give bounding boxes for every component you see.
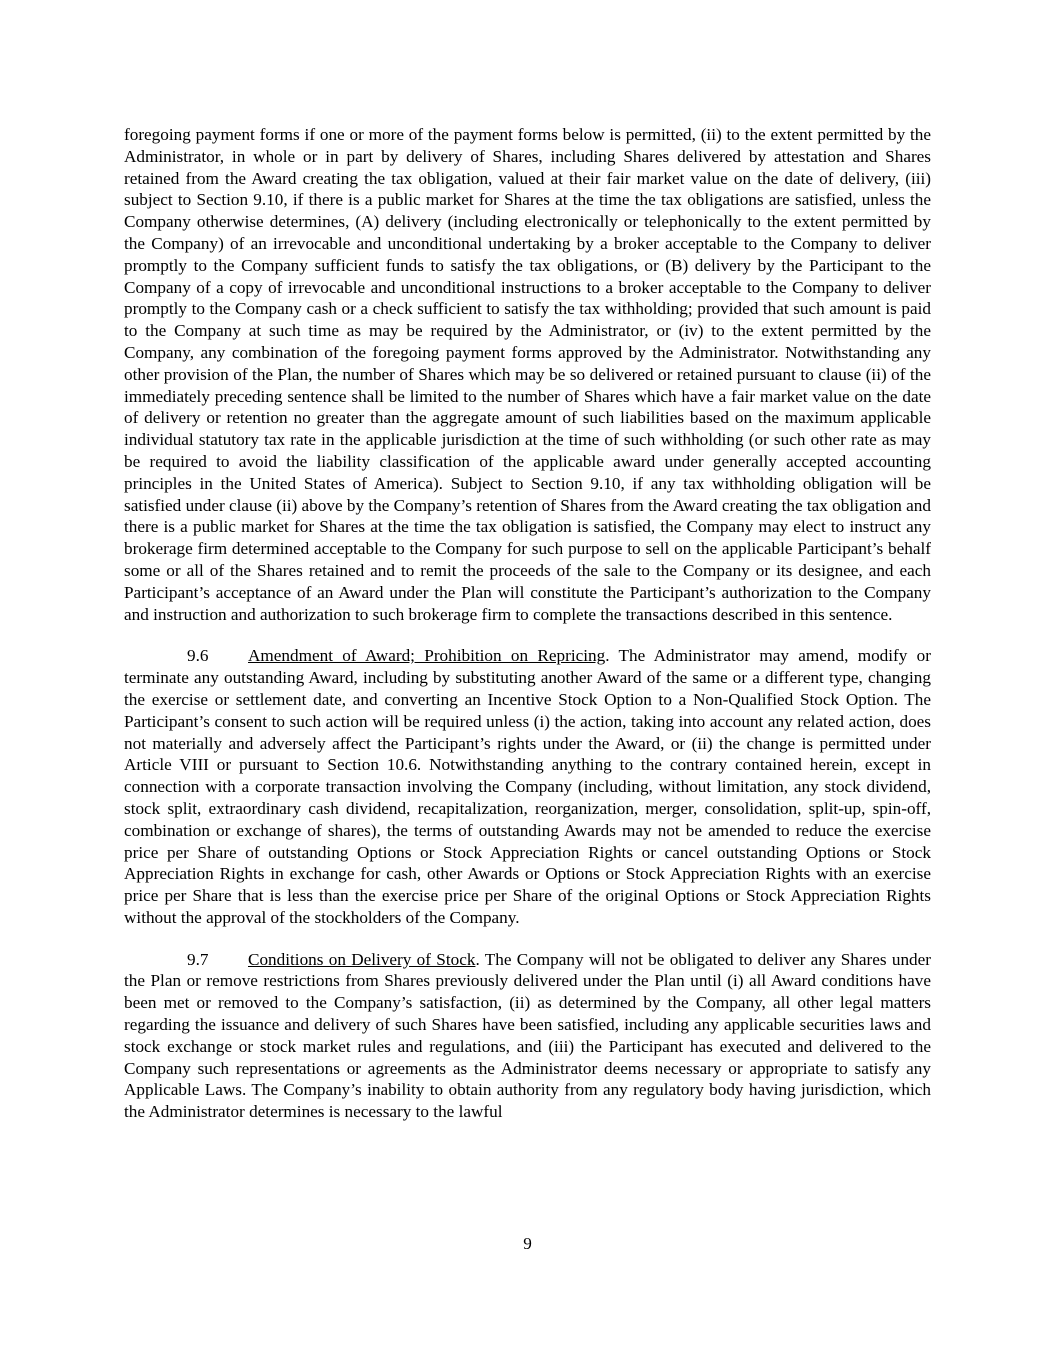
page-number: 9 [523, 1234, 532, 1253]
section-heading: Amendment of Award; Prohibition on Repricing [248, 646, 606, 666]
section-9-7 [124, 949, 931, 1123]
section-body: . The Administrator may amend, modify or terminate any outstanding Award, including by substituting another Award of the same or a different type, changing the exercise or settlement date, and converting an Incentive Stock Option to a Non-Qualified Stock Option. The Participant’s consent to such action will be required unless (i) the action, taking into account any related action, does not materially and adversely affect the Participant’s rights under the Award, or (ii) the change is permitted under Article VIII or pursuant to Section 10.6. Notwithstanding anything to the contrary contained herein, except in connection with a corporate transaction involving the Company (including, without limitation, any stock dividend, stock split, extraordinary cash dividend, recapitalization, reorganization, merger, consolidation, split-up, spin-off, combination or exchange of shares), the terms of outstanding Awards may not be amended to reduce the exercise price per Share of outstanding Options or Stock Appreciation Rights or cancel outstanding Options or Stock Appreciation Rights in exchange for cash, other Awards or Options or Stock Appreciation Rights with an exercise price per Share that is less than the exercise price per Share of the original Options or Stock Appreciation Rights without the approval of the stockholders of the Company. [124, 646, 931, 927]
section-heading: Conditions on Delivery of Stock [248, 949, 476, 969]
document-body [124, 124, 931, 1143]
section-number: 9.7 [187, 949, 209, 969]
section-body: . The Company will not be obligated to deliver any Shares under the Plan or remove restrictions from Shares previously delivered under the Plan until (i) all Award conditions have been met or removed to the Company’s satisfaction, (ii) as determined by the Company, all other legal matters regarding the issuance and delivery of such Shares have been satisfied, including any applicable securities laws and stock exchange or stock market rules and regulations, and (iii) the Participant has executed and delivered to the Company such representations or agreements as the Administrator deems necessary or appropriate to satisfy any Applicable Laws. The Company’s inability to obtain authority from any regulatory body having jurisdiction, which the Administrator determines is necessary to the lawful [124, 949, 931, 1122]
continuation-paragraph: foregoing payment forms if one or more of the payment forms below is permitted, (ii) to the extent permitted by the Administrator, in whole or in part by delivery of Shares, including Shares delivered by attestation and Shares retained from the Award creating the tax obligation, valued at their fair market value on the date of delivery, (iii) subject to Section 9.10, if there is a public market for Shares at the time the tax obligations are satisfied, unless the Company otherwise determines, (A) delivery (including electronically or telephonically to the extent permitted by the Company) of an irrevocable and unconditional undertaking by a broker acceptable to the Company to deliver promptly to the Company sufficient funds to satisfy the tax obligations, or (B) delivery by the Participant to the Company of a copy of irrevocable and unconditional instructions to a broker acceptable to the Company to deliver promptly to the Company cash or a check sufficient to satisfy the tax withholding; provided that such amount is paid to the Company at such time as may be required by the Administrator, or (iv) to the extent permitted by the Company, any combination of the foregoing payment forms approved by the Administrator. Notwithstanding any other provision of the Plan, the number of Shares which may be so delivered or retained pursuant to clause (ii) of the immediately preceding sentence shall be limited to the number of Shares which have a fair market value on the date of delivery or retention no greater than the aggregate amount of such liabilities based on the maximum applicable individual statutory tax rate in the applicable jurisdiction at the time of such withholding (or such other rate as may be required to avoid the liability classification of the applicable award under generally accepted accounting principles in the United States of America). Subject to Section 9.10, if any tax withholding obligation will be satisfied under clause (ii) above by the Company’s retention of Shares from the Award creating the tax obligation and there is a public market for Shares at the time the tax obligation is satisfied, the Company may elect to instruct any brokerage firm determined acceptable to the Company for such purpose to sell on the applicable Participant’s behalf some or all of the Shares retained and to remit the proceeds of the sale to the Company or its designee, and each Participant’s acceptance of an Award under the Plan will constitute the Participant’s authorization to the Company and instruction and authorization to such brokerage firm to complete the transactions described in this sentence. [124, 125, 931, 624]
section-9-6 [124, 645, 931, 928]
section-number: 9.6 [187, 646, 209, 666]
